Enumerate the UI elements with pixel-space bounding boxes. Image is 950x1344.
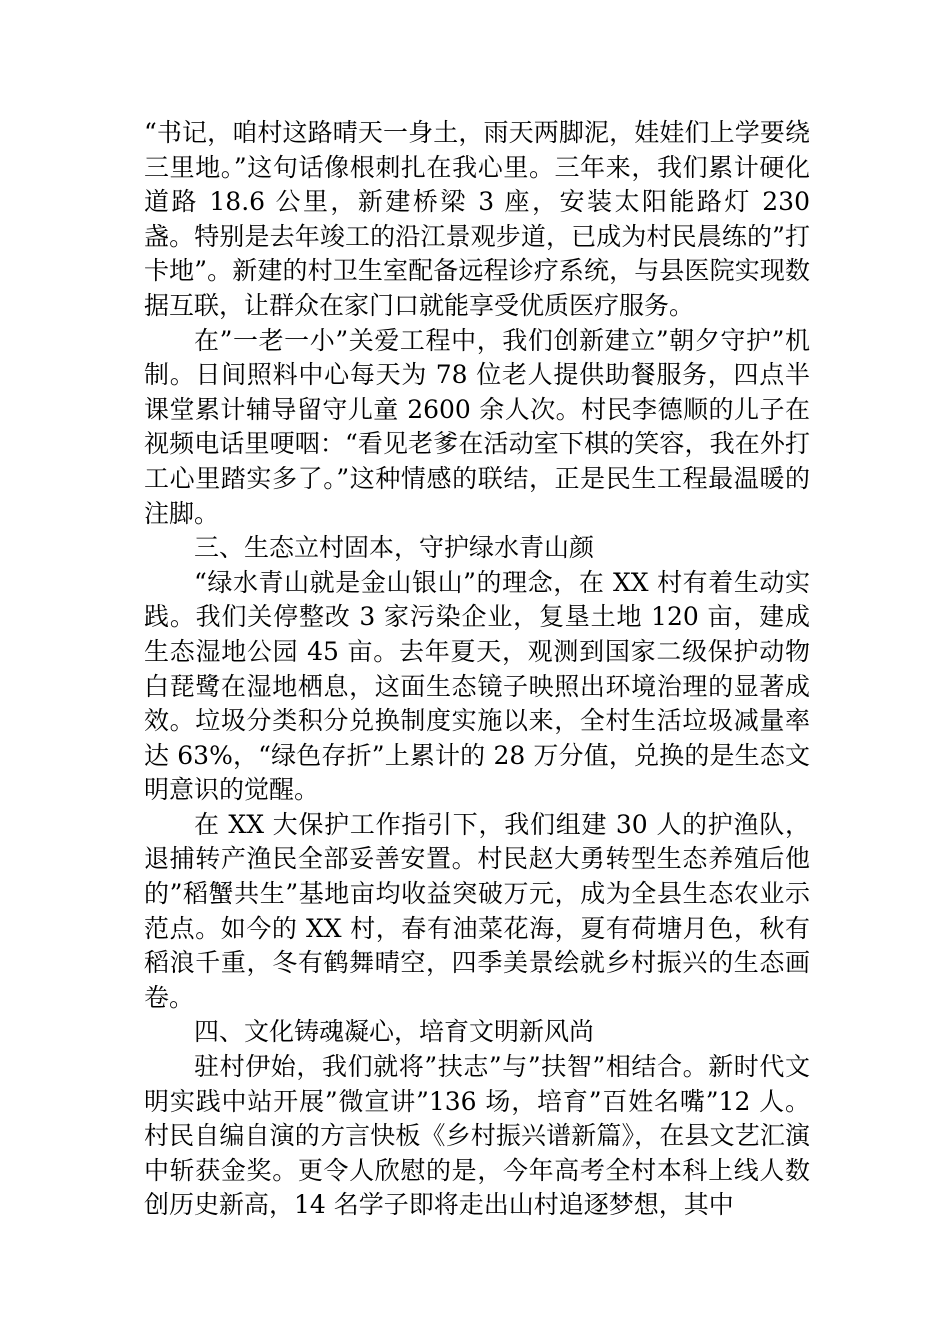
paragraph-elderly-and-children-care: 在”一老一小”关爱工程中，我们创新建立”朝夕守护”机制。日间照料中心每天为 78 位老人提供助餐服务，四点半课堂累计辅导留守儿童 2600 余人次。村民李德顺的儿子在视频电话里哽咽：“看见老爹在活动室下棋的笑容，我在外打工心里踏实多了。”这种情感的联结，正是民生工程最温暖的注脚。 [144, 325, 810, 528]
section-heading-culture: 四、文化铸魂凝心，培育文明新风尚 [194, 1017, 595, 1047]
document-body [144, 116, 810, 1223]
section-heading-ecology: 三、生态立村固本，守护绿水青山颜 [194, 533, 595, 563]
paragraph-fishery-protection: 在 XX 大保护工作指引下，我们组建 30 人的护渔队，退捕转产渔民全部妥善安置。村民赵大勇转型生态养殖后他的”稻蟹共生”基地亩均收益突破万元，成为全县生态农业示范点。如今的 XX 村，春有油菜花海，夏有荷塘月色，秋有稻浪千重，冬有鹤舞晴空，四季美景绘就乡村振兴的生态画卷。 [144, 809, 810, 1012]
paragraph-roads-and-clinic: “书记，咱村这路晴天一身土，雨天两脚泥，娃娃们上学要绕三里地。”这句话像根刺扎在我心里。三年来，我们累计硬化道路 18.6 公里，新建桥梁 3 座，安装太阳能路灯 230 盏。特别是去年竣工的沿江景观步道，已成为村民晨练的”打卡地”。新建的村卫生室配备远程诊疗系统，与县医院实现数据互联，让群众在家门口就能享受优质医疗服务。 [144, 118, 810, 320]
paragraph-ecological-governance: “绿水青山就是金山银山”的理念，在 XX 村有着生动实践。我们关停整改 3 家污染企业，复垦土地 120 亩，建成生态湿地公园 45 亩。去年夏天，观测到国家二级保护动物白琵鹭在湿地栖息，这面生态镜子映照出环境治理的显著成效。垃圾分类积分兑换制度实施以来，全村生活垃圾减量率达 63%，“绿色存折”上累计的 28 万分值，兑换的是生态文明意识的觉醒。 [144, 567, 810, 805]
paragraph-culture-and-education: 驻村伊始，我们就将”扶志”与”扶智”相结合。新时代文明实践中站开展”微宣讲”136 场，培育”百姓名嘴”12 人。村民自编自演的方言快板《乡村振兴谱新篇》，在县文艺汇演中斩获金奖。更令人欣慰的是，今年高考全村本科上线人数创历史新高，14 名学子即将走出山村追逐梦想，其中 [144, 1052, 810, 1220]
